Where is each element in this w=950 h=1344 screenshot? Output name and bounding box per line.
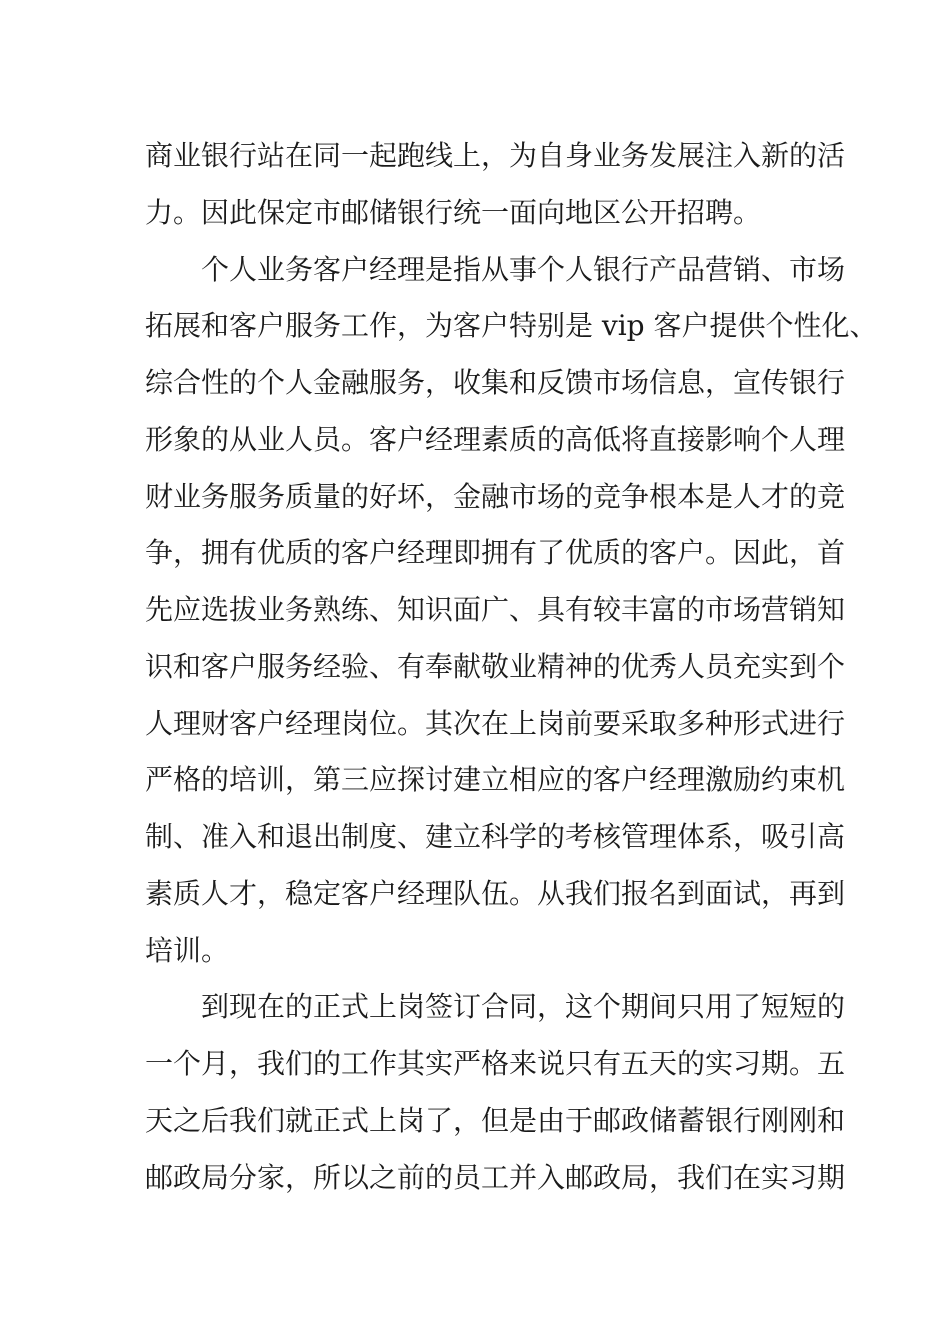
text-line-14: 素质人才，稳定客户经理队伍。从我们报名到面试，再到 [145,876,846,910]
text-line-19: 邮政局分家，所以之前的员工并入邮政局，我们在实习期 [145,1160,846,1194]
text-line-8: 争，拥有优质的客户经理即拥有了优质的客户。因此，首 [145,536,846,570]
text-line-9: 先应选拔业务熟练、知识面广、具有较丰富的市场营销知 [145,593,846,626]
text-line-11: 人理财客户经理岗位。其次在上岗前要采取多种形式进行 [145,706,846,740]
text-line-10: 识和客户服务经验、有奉献敬业精神的优秀人员充实到个 [145,649,846,683]
text-line-13: 制、准入和退出制度、建立科学的考核管理体系，吸引高 [145,820,846,853]
text-line-6: 形象的从业人员。客户经理素质的高低将直接影响个人理 [145,422,846,456]
text-line-15: 培训。 [145,933,230,967]
text-line-7: 财业务服务质量的好坏，金融市场的竞争根本是人才的竞 [145,479,846,513]
text-line-17: 一个月，我们的工作其实严格来说只有五天的实习期。五 [145,1047,846,1080]
text-line-3: 个人业务客户经理是指从事个人银行产品营销、市场 [201,252,846,286]
text-line-18: 天之后我们就正式上岗了，但是由于邮政储蓄银行刚刚和 [145,1103,846,1137]
text-line-5: 综合性的个人金融服务，收集和反馈市场信息，宣传银行 [145,366,846,399]
text-line-1: 商业银行站在同一起跑线上，为自身业务发展注入新的活 [145,139,846,172]
text-line-2: 力。因此保定市邮储银行统一面向地区公开招聘。 [145,195,762,229]
text-line-4: 拓展和客户服务工作，为客户特别是 vip 客户提供个性化、 [145,309,878,343]
body-text [145,128,878,1206]
text-line-16: 到现在的正式上岗签订合同，这个期间只用了短短的 [201,990,846,1024]
text-line-12: 严格的培训，第三应探讨建立相应的客户经理激励约束机 [145,763,846,797]
